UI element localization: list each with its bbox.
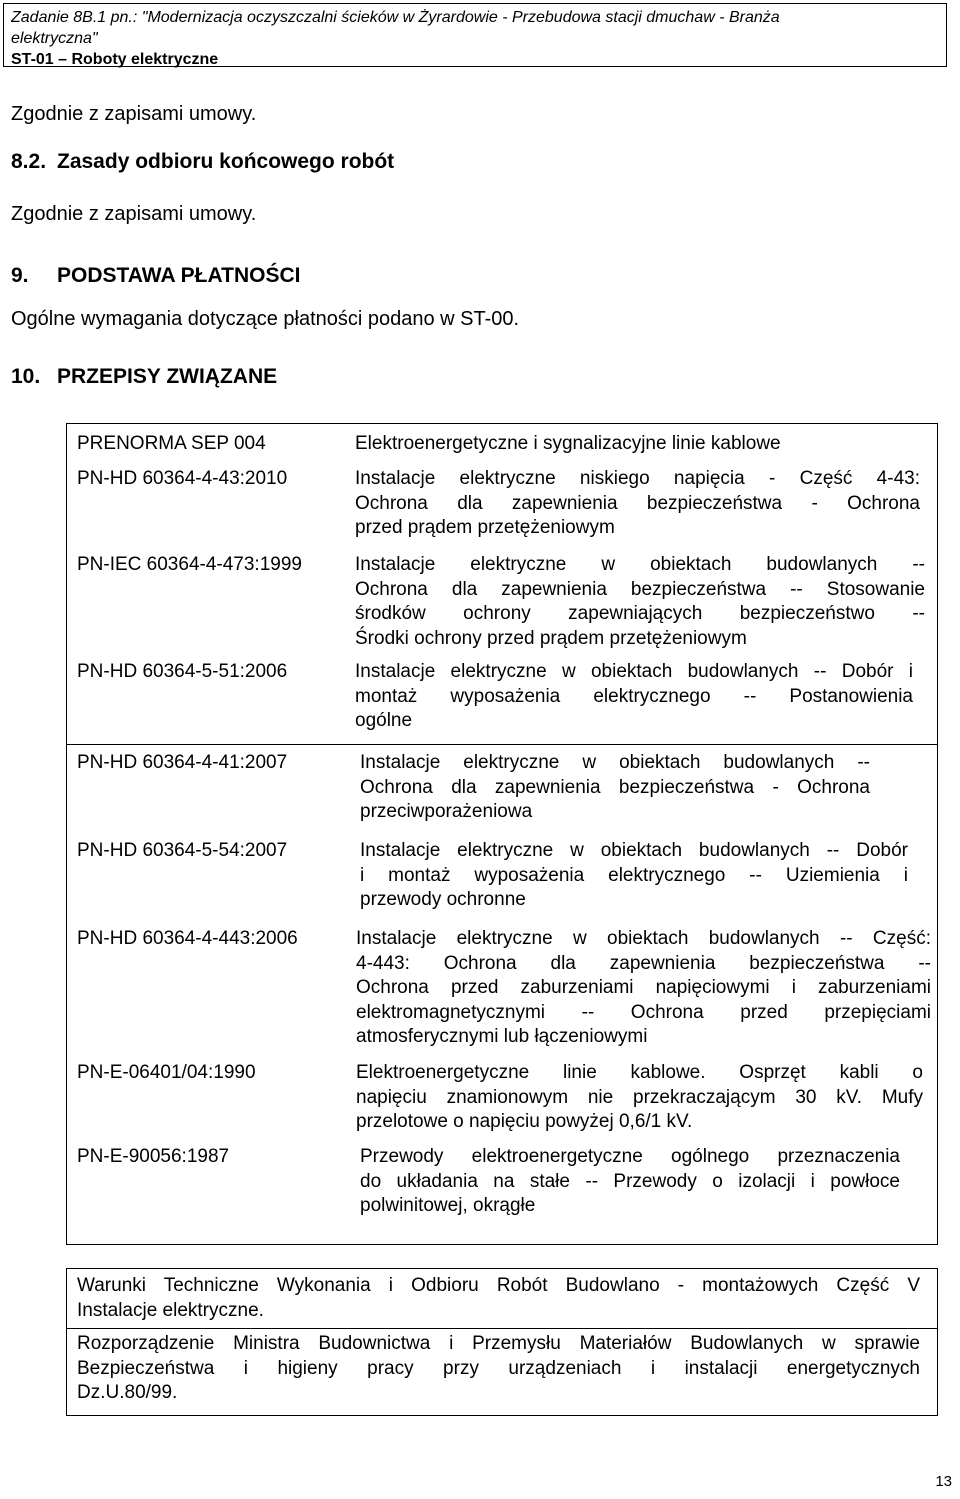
description-line: Ochrona dla zapewnienia bezpieczeństwa - Ochrona: [360, 776, 870, 798]
intro-text: Zgodnie z zapisami umowy.: [11, 103, 257, 125]
description-line: Ochrona dla zapewnienia bezpieczeństwa -- Stosowanie: [355, 578, 925, 600]
standard-code: PN-HD 60364-4-41:2007: [77, 752, 288, 773]
header-project-title-cont: elektryczna": [11, 30, 98, 47]
section-title: PRZEPISY ZWIĄZANE: [57, 365, 278, 388]
standard-description: [356, 1061, 923, 1135]
description-line: Elektroenergetyczne linie kablowe. Osprzęt kabli o: [356, 1062, 923, 1083]
description-line: przeciwporażeniowa: [360, 801, 533, 822]
description-line: elektromagnetycznymi -- Ochrona przed przepięciami: [356, 1001, 931, 1023]
regulation-line: Rozporządzenie Ministra Budownictwa i Przemysłu Materiałów Budowlanych w sprawie: [77, 1333, 920, 1354]
section-10-heading: [11, 365, 277, 389]
description-line: Elektroenergetyczne i sygnalizacyjne linie kablowe: [355, 433, 781, 454]
regulation-line: Bezpieczeństwa i higieny pracy przy urządzeniach i instalacji energetycznych: [77, 1357, 920, 1379]
standard-code: PRENORMA SEP 004: [77, 433, 266, 454]
regulation-item: [77, 1274, 920, 1323]
regulation-item: [77, 1332, 920, 1406]
description-line: 4-443: Ochrona dla zapewnienia bezpieczeństwa --: [356, 952, 931, 974]
description-line: środków ochrony zapewniających bezpieczeństwo --: [355, 603, 925, 624]
description-line: przelotowe o napięciu powyżej 0,6/1 kV.: [356, 1111, 693, 1132]
description-line: Instalacje elektryczne w obiektach budowlanych -- Część:: [356, 928, 931, 949]
description-line: Ochrona przed zaburzeniami napięciowymi i zaburzeniami: [356, 977, 931, 998]
section-number: 8.2.: [11, 150, 47, 173]
description-line: przed prądem przetężeniowym: [355, 517, 615, 538]
description-line: i montaż wyposażenia elektrycznego -- Uziemienia i: [360, 864, 908, 886]
description-line: Przewody elektroenergetyczne ogólnego przeznaczenia: [360, 1146, 900, 1167]
section-title: PODSTAWA PŁATNOŚCI: [57, 264, 301, 287]
description-line: montaż wyposażenia elektrycznego -- Postanowienia: [355, 685, 913, 707]
regulation-line: Instalacje elektryczne.: [77, 1299, 264, 1321]
standard-description: [360, 751, 870, 825]
standard-description: [355, 553, 925, 651]
section-8-2-heading: [11, 150, 394, 174]
section-title: Zasady odbioru końcowego robót: [57, 150, 395, 173]
standard-code: PN-HD 60364-5-51:2006: [77, 661, 288, 682]
page-number: 13: [935, 1473, 952, 1490]
description-line: napięciu znamionowym nie przekraczającym 30 kV. Mufy: [356, 1086, 923, 1108]
description-line: Ochrona dla zapewnienia bezpieczeństwa - Ochrona: [355, 492, 920, 514]
standard-description: [355, 660, 913, 734]
standard-description: [360, 1145, 900, 1219]
standard-description: [355, 432, 920, 457]
section-9-heading: [11, 264, 300, 288]
description-line: przewody ochronne: [360, 889, 526, 910]
regulations-divider: [66, 1328, 938, 1329]
standard-code: PN-E-90056:1987: [77, 1146, 230, 1167]
standard-code: PN-HD 60364-4-443:2006: [77, 928, 298, 949]
description-line: atmosferycznymi lub łączeniowymi: [356, 1026, 648, 1047]
description-line: Instalacje elektryczne w obiektach budowlanych -- Dobór: [360, 840, 908, 861]
section-8-2-text: Zgodnie z zapisami umowy.: [11, 203, 257, 225]
description-line: polwinitowej, okrągłe: [360, 1195, 536, 1216]
description-line: Środki ochrony przed prądem przetężeniowym: [355, 627, 747, 649]
description-line: Instalacje elektryczne w obiektach budowlanych -- Dobór i: [355, 661, 913, 682]
regulation-line: Dz.U.80/99.: [77, 1382, 178, 1403]
description-line: do układania na stałe -- Przewody o izolacji i powłoce: [360, 1170, 900, 1192]
standard-description: [356, 927, 931, 1050]
page-header: [3, 3, 947, 67]
standard-description: [355, 467, 920, 541]
standard-code: PN-E-06401/04:1990: [77, 1062, 256, 1083]
table-divider: [66, 744, 938, 745]
standard-code: PN-IEC 60364-4-473:1999: [77, 554, 302, 575]
header-project-title: Zadanie 8B.1 pn.: "Modernizacja oczyszczalni ścieków w Żyrardowie - Przebudowa stacji dmuchaw - Branża: [11, 9, 780, 26]
section-number: 9.: [11, 264, 29, 287]
section-9-text: Ogólne wymagania dotyczące płatności podano w ST-00.: [11, 308, 520, 330]
description-line: Instalacje elektryczne w obiektach budowlanych --: [360, 752, 870, 773]
regulation-line: Warunki Techniczne Wykonania i Odbioru Robót Budowlano - montażowych Część V: [77, 1275, 920, 1296]
description-line: ogólne: [355, 710, 413, 731]
standard-code: PN-HD 60364-5-54:2007: [77, 840, 288, 861]
standard-description: [360, 839, 908, 913]
description-line: Instalacje elektryczne w obiektach budowlanych --: [355, 554, 925, 575]
header-spec-code: ST-01 – Roboty elektryczne: [11, 51, 219, 68]
section-number: 10.: [11, 365, 41, 388]
standard-code: PN-HD 60364-4-43:2010: [77, 468, 288, 489]
description-line: Instalacje elektryczne niskiego napięcia - Część 4-43:: [355, 468, 920, 489]
